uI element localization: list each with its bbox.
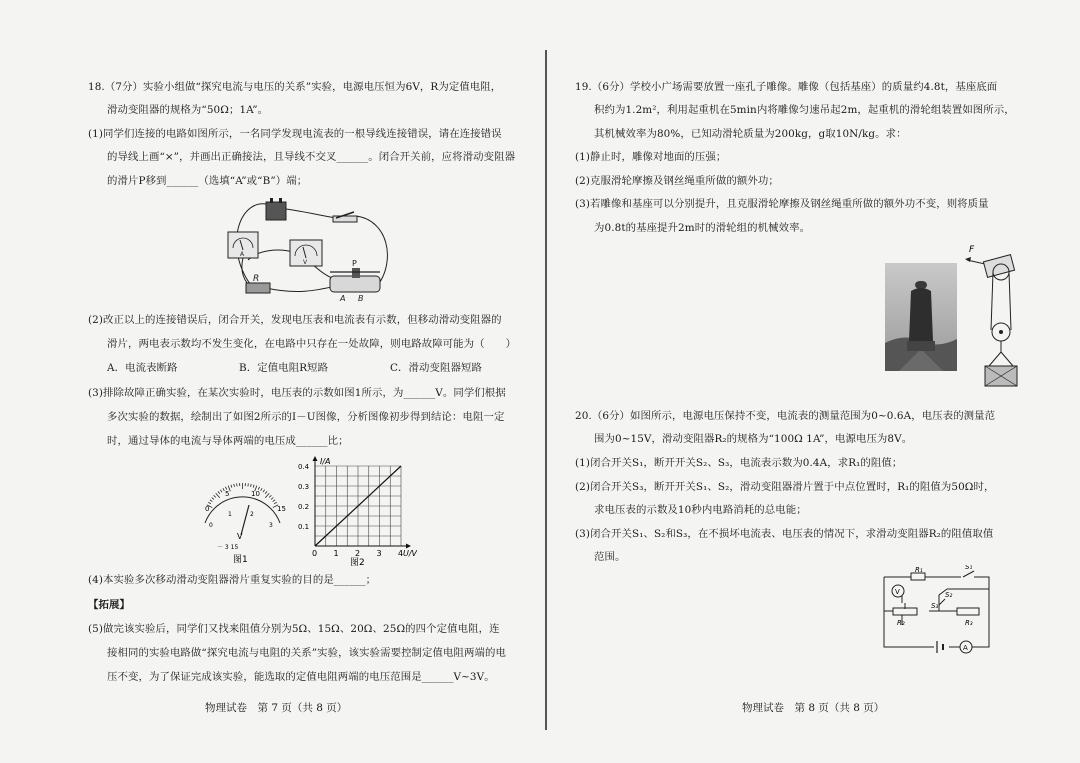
q18-line: 接相同的实验电路做“探究电流与电阻的关系”实验，该实验需要控制定值电阻两端的电	[107, 647, 506, 659]
voltmeter-dial-figure	[195, 483, 290, 565]
q20-line: 求电压表的示数及10秒内电路消耗的总电能；	[594, 504, 807, 516]
chart-y-arrow	[313, 456, 318, 461]
circuit2-figure	[879, 565, 999, 660]
battery-icon	[937, 641, 943, 653]
label-r: R	[253, 274, 260, 284]
dial-needle	[241, 505, 249, 535]
dial-tick-mark	[261, 488, 262, 491]
q19-line: 为0.8t的基座提升2m时的滑轮组的机械效率。	[594, 222, 811, 234]
q18-line: (2)改正以上的连接错误后，闭合开关，发现电压表和电流表有示数，但移动滑动变阻器的	[88, 314, 502, 326]
q20-line: (3)闭合开关S₁、S₂和S₃，在不损坏电流表、电压表的情况下，求滑动变阻器R₂的阻值取值	[575, 528, 994, 540]
dial-tick: 0	[209, 522, 213, 529]
circuit2-label: S₁	[965, 565, 973, 571]
chart-y-tick: 0.1	[298, 523, 310, 531]
circuit2-label: R₁	[915, 566, 923, 574]
option-c: C．滑动变阻器短路	[390, 362, 482, 374]
circuit2-label: S₂	[945, 591, 953, 599]
chart-x-tick: 1	[333, 549, 339, 558]
fig1-caption: 图1	[233, 555, 248, 565]
q19-line: 积约为1.2m²，利用起重机在5min内将雕像匀速吊起2m，起重机的滑轮组装置如图所示，	[594, 104, 1015, 116]
q19-line: 19.（6分）学校小广场需要放置一座孔子雕像。雕像（包括基座）的质量约4.8t，基座底面	[575, 81, 998, 93]
q19-line: (2)克服滑轮摩擦及钢丝绳重所做的额外功；	[575, 175, 779, 187]
q18-line: 的滑片P移到______（选填“A”或“B”）端；	[107, 175, 308, 187]
label-a: A	[340, 294, 346, 302]
dial-tick-mark	[231, 485, 232, 488]
dial-terminals: － 3 15	[217, 544, 239, 551]
dial-tick-mark	[234, 484, 235, 487]
svg-text:A: A	[240, 251, 245, 258]
q18-line: (5)做完该实验后，同学们又找来阻值分别为5Ω、15Ω、20Ω、25Ω的四个定值电阻，连	[88, 623, 500, 635]
dial-tick-mark	[216, 493, 220, 497]
pulley-figure	[963, 240, 1025, 390]
q18-line: (1)同学们连接的电路如图所示，一名同学发现电流表的一根导线连接错误，请在连接错误	[88, 128, 502, 140]
label-b: B	[358, 294, 364, 302]
right-page	[547, 0, 1080, 763]
resistor-r-icon	[246, 274, 270, 293]
dial-tick: 0	[205, 505, 210, 513]
dial-tick: 1	[228, 511, 232, 518]
iu-chart	[297, 450, 417, 566]
q18-line: 压不变，为了保证完成该实验，能选取的定值电阻两端的电压范围是______V~3V。	[107, 671, 495, 683]
svg-text:V: V	[303, 259, 308, 266]
switch-icon	[333, 212, 357, 222]
circuit2-voltmeter-icon	[892, 585, 904, 597]
dial-tick-mark	[218, 491, 220, 493]
chart-ylabel: I/A	[320, 457, 331, 466]
dial-tick-mark	[214, 495, 216, 497]
option-a: A．电流表断路	[107, 362, 178, 374]
page-footer: 物理试卷 第 8 页（共 8 页）	[742, 702, 885, 714]
dial-tick-mark	[269, 495, 271, 497]
chart-y-tick: 0.3	[298, 483, 310, 491]
q19-line: 其机械效率为80%，已知动滑轮质量为200kg，g取10N/kg。求：	[594, 128, 907, 140]
circuit2-label: A	[963, 644, 968, 652]
page-footer: 物理试卷 第 7 页（共 8 页）	[205, 702, 348, 714]
chart-x-arrow	[406, 544, 411, 549]
q19-line: (3)若雕像和基座可以分别提升，且克服滑轮摩擦及钢丝绳重所做的额外功不变，则将质量	[575, 198, 989, 210]
circuit2-ammeter-icon	[960, 641, 972, 653]
chart-x-tick: 4	[398, 549, 404, 558]
dial-tick: 3	[269, 522, 273, 529]
chart-y-tick: 0.4	[298, 463, 310, 471]
q18-line: 时，通过导体的电流与导体两端的电压成______比；	[107, 435, 349, 447]
q20-line: 围为0~15V，滑动变阻器R₂的规格为“100Ω 1A”，电源电压为8V。	[594, 433, 913, 445]
q20-line: (1)闭合开关S₁，断开开关S₂、S₃，电流表示数为0.4A，求R₁的阻值；	[575, 457, 903, 469]
q18-line: 的导线上画“×”，并画出正确接法，且导线不交叉______。闭合开关前，应将滑动变阻器	[107, 151, 516, 163]
battery-icon	[266, 198, 286, 220]
dial-tick-mark	[212, 498, 214, 500]
dial-tick: 15	[277, 505, 286, 513]
q18-line: 18.（7分）实验小组做“探究电流与电压的关系”实验，电源电压恒为6V，R为定值电阻，	[88, 81, 502, 93]
dial-tick-mark	[271, 498, 273, 500]
dial-tick-mark	[265, 491, 267, 493]
dial-tick-mark	[263, 490, 265, 492]
circuit-figure	[218, 190, 398, 302]
dial-tick-mark	[253, 485, 254, 488]
statue-photo	[885, 263, 957, 371]
circuit2-label: V	[895, 588, 900, 596]
q20-line: 20.（6分）如图所示，电源电压保持不变，电流表的测量范围为0~0.6A，电压表的测量范	[575, 410, 996, 422]
circuit2-label: S₃	[931, 602, 939, 610]
dial-tick-mark	[220, 490, 222, 492]
dial-unit: V	[237, 532, 243, 541]
dial-tick-mark	[274, 502, 277, 504]
extension-heading: 【拓展】	[88, 599, 130, 611]
rheostat-icon	[330, 259, 380, 302]
dial-tick-mark	[210, 500, 212, 502]
dial-tick: 2	[250, 511, 254, 518]
dial-tick-mark	[265, 493, 269, 497]
chart-title: 图2	[350, 558, 365, 566]
dial-tick-mark	[273, 500, 275, 502]
chart-xlabel: U/V	[403, 549, 417, 558]
chart-x-tick: 2	[355, 549, 361, 558]
label-p: P	[352, 259, 357, 268]
q18-line: (3)排除故障正确实验，在某次实验时，电压表的示数如图1所示，为______V。同学们根据	[88, 387, 506, 399]
option-b: B．定值电阻R短路	[239, 362, 329, 374]
dial-tick: 5	[225, 490, 230, 498]
chart-y-tick: 0.2	[298, 503, 310, 511]
dial-tick: 10	[251, 490, 260, 498]
chart-x-tick: 0	[312, 549, 318, 558]
dial-tick-mark	[251, 484, 252, 487]
chart-x-tick: 3	[376, 549, 382, 558]
q18-line: 滑片，两电表示数均不发生变化，在电路中只存在一处故障，则电路故障可能为（ ）	[107, 338, 517, 350]
q18-line: 多次实验的数据，绘制出了如图2所示的I－U图像，分析图像初步得到结论：电阻一定	[107, 411, 505, 423]
voltmeter-icon	[290, 240, 322, 266]
circuit2-label: R₂	[897, 619, 905, 627]
q18-line: (4)本实验多次移动滑动变阻器滑片重复实验的目的是______；	[88, 574, 377, 586]
q19-line: (1)静止时，雕像对地面的压强；	[575, 151, 727, 163]
q20-line: (2)闭合开关S₃，断开开关S₁、S₂，滑动变阻器滑片置于中点位置时，R₁的阻值为50Ω时，	[575, 481, 995, 493]
dial-tick-mark	[208, 502, 211, 504]
q20-line: 范围。	[594, 551, 626, 563]
pulley-force-label: F	[969, 245, 975, 255]
q18-line: 滑动变阻器的规格为“50Ω；1A”。	[107, 104, 269, 116]
circuit2-label: R₃	[965, 619, 973, 627]
ammeter-icon	[228, 232, 258, 258]
